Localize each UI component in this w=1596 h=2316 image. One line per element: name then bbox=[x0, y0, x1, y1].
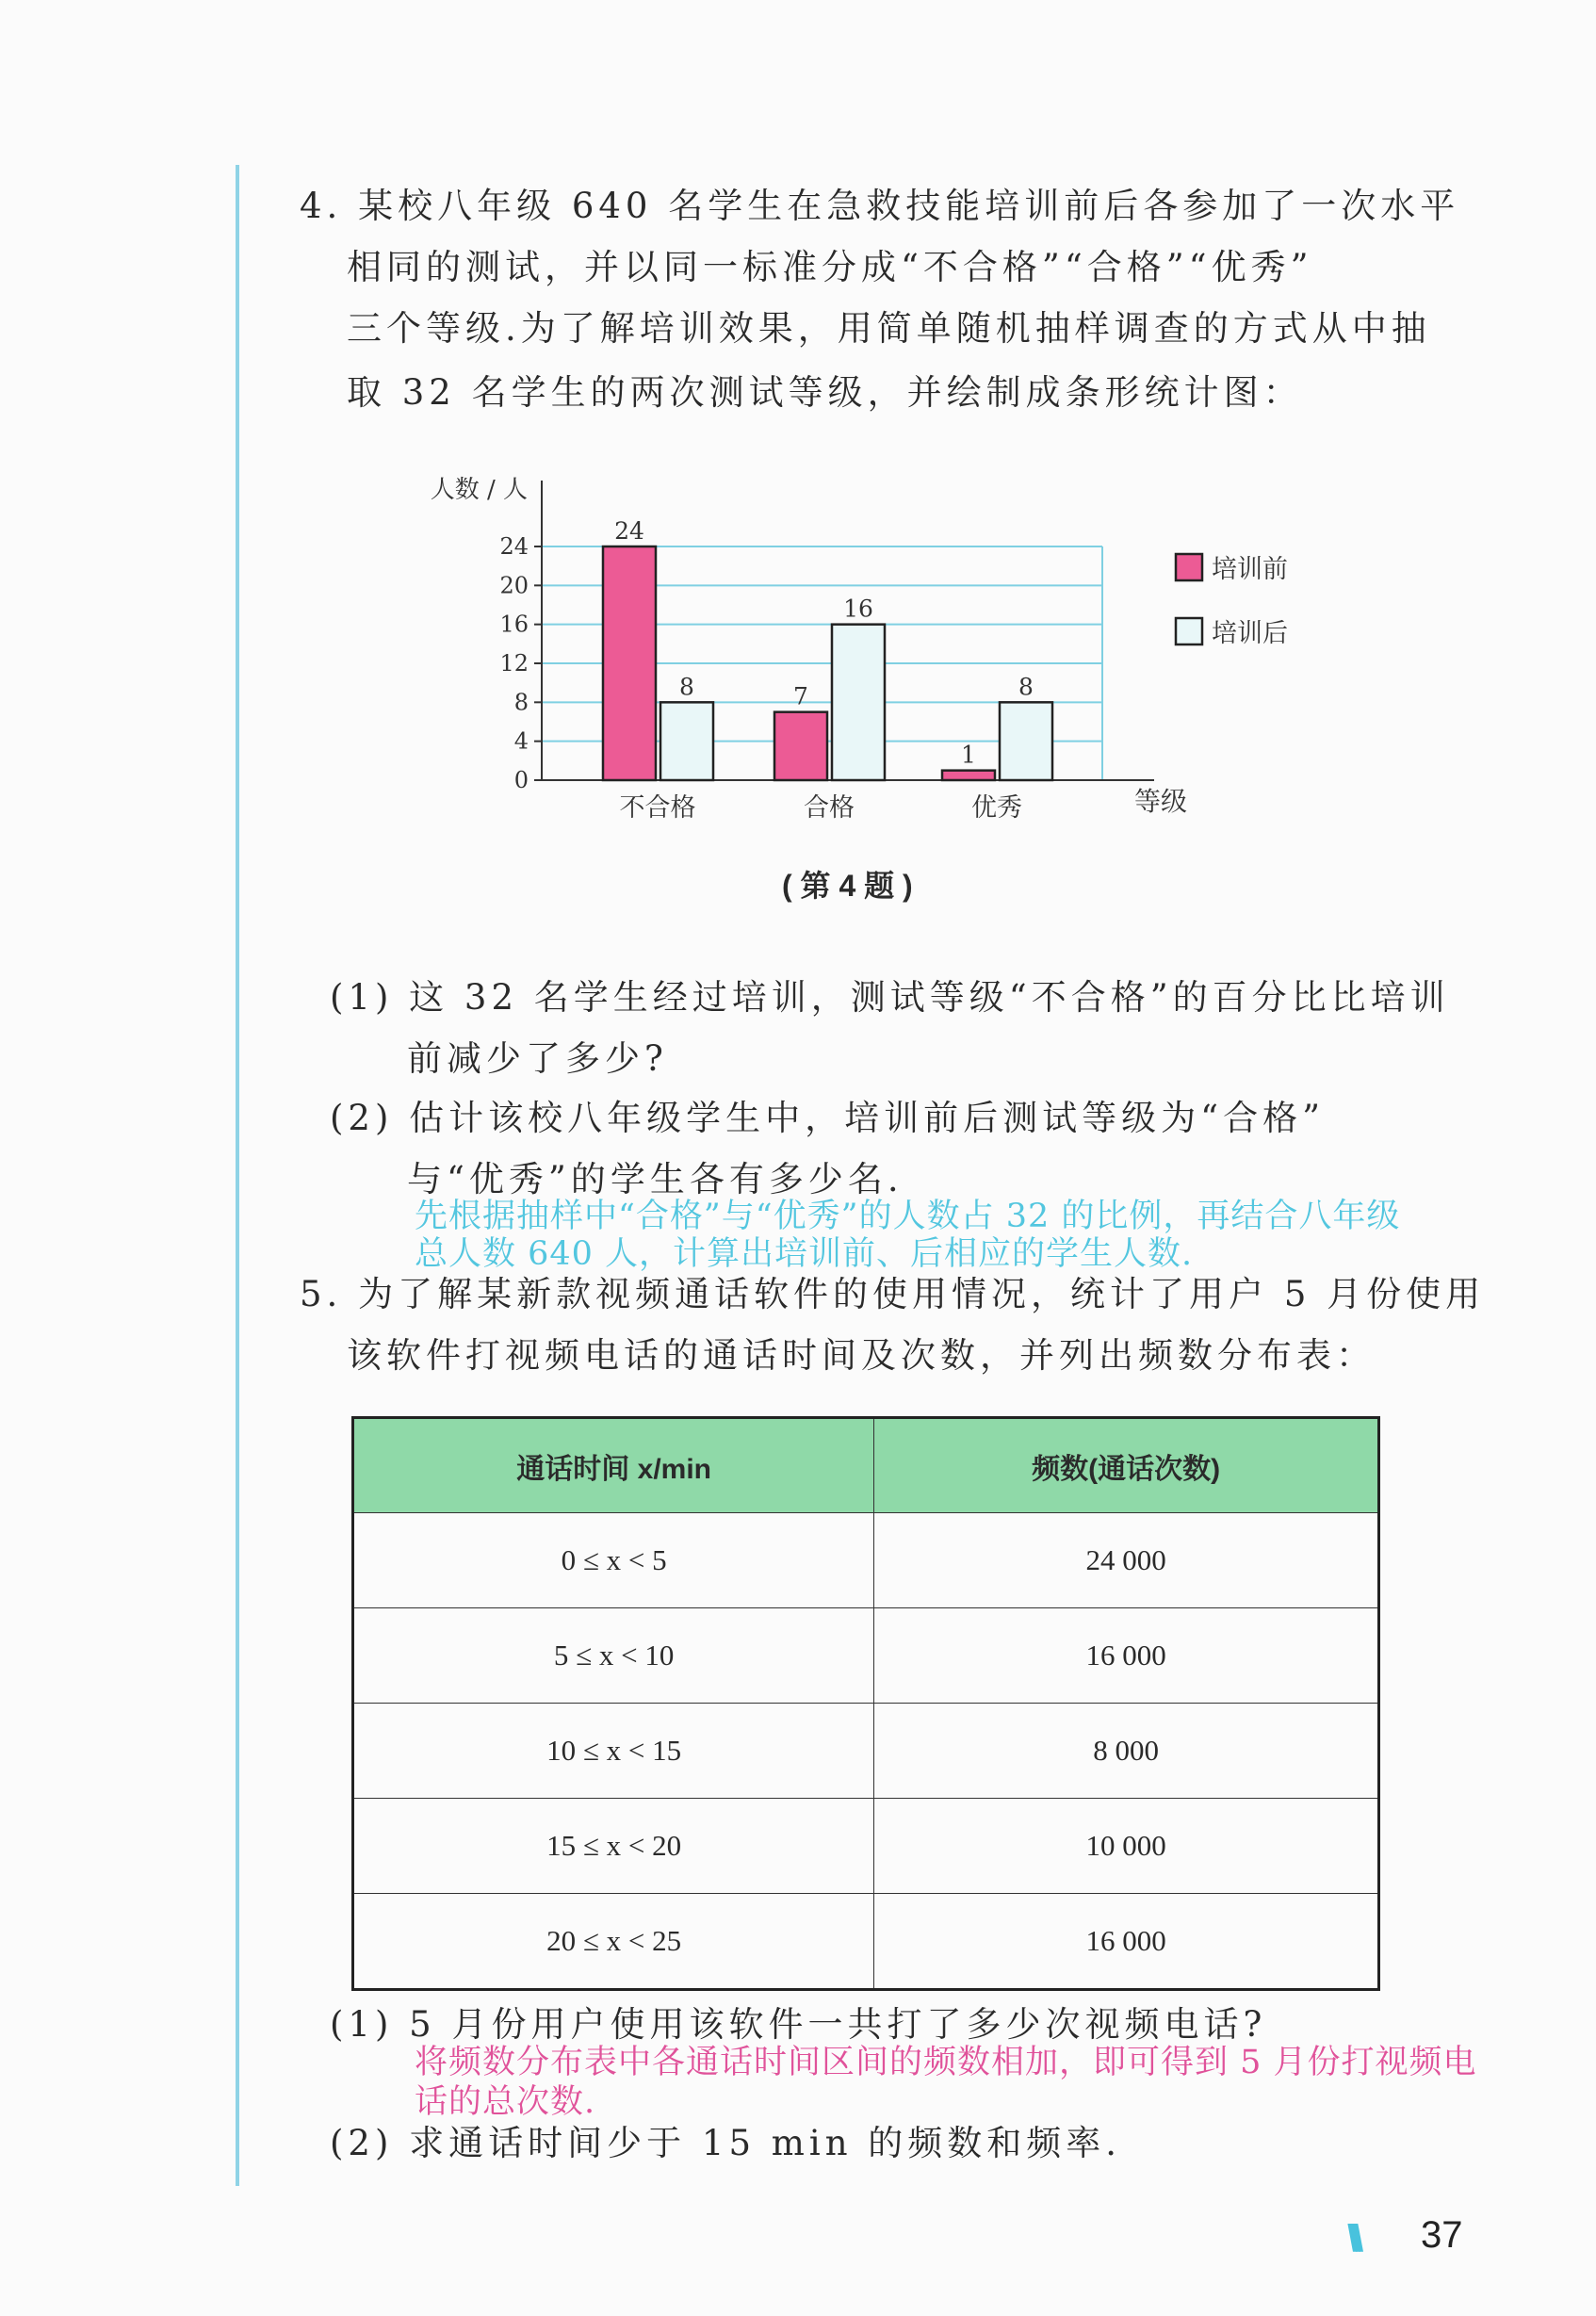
q4-text-line-3: 三个等级.为了解培训效果，用简单随机抽样调查的方式从中抽 bbox=[347, 308, 1431, 349]
q4-text-line-4: 取 32 名学生的两次测试等级，并绘制成条形统计图： bbox=[347, 372, 1303, 413]
cell-interval: 5 ≤ x < 10 bbox=[353, 1608, 874, 1704]
bar bbox=[1000, 702, 1052, 780]
y-tick-label: 16 bbox=[499, 611, 529, 638]
bar bbox=[660, 702, 713, 780]
q4-text-line-2: 相同的测试，并以同一标准分成“不合格”“合格”“优秀” bbox=[347, 247, 1313, 287]
bar bbox=[832, 625, 885, 780]
cell-frequency: 24 000 bbox=[874, 1513, 1379, 1608]
q5-text-line-1: 5. 为了解某新款视频通话软件的使用情况，统计了用户 5 月份使用 bbox=[300, 1274, 1486, 1314]
table-row bbox=[353, 1608, 1379, 1704]
q4-hint-line-2: 总人数 640 人，计算出培训前、后相应的学生人数. bbox=[415, 1235, 1194, 1273]
bar-chart bbox=[377, 452, 1288, 848]
y-tick-label: 8 bbox=[513, 689, 529, 716]
q4-sub1-line-1: (1) 这 32 名学生经过培训，测试等级“不合格”的百分比比培训 bbox=[330, 977, 1450, 1018]
table-row bbox=[353, 1799, 1379, 1894]
q5-text-line-2: 该软件打视频电话的通话时间及次数，并列出频数分布表： bbox=[347, 1335, 1376, 1376]
legend-swatch bbox=[1176, 554, 1202, 580]
cell-interval: 0 ≤ x < 5 bbox=[353, 1513, 874, 1608]
q5-hint-line-1: 将频数分布表中各通话时间区间的频数相加，即可得到 5 月份打视频电 bbox=[415, 2044, 1477, 2081]
table-row bbox=[353, 1704, 1379, 1799]
bar-value-label: 16 bbox=[843, 595, 873, 623]
table-row bbox=[353, 1894, 1379, 1990]
cell-interval: 20 ≤ x < 25 bbox=[353, 1894, 874, 1990]
bar-value-label: 24 bbox=[614, 517, 644, 545]
bar bbox=[942, 771, 995, 780]
q5-hint-line-2: 话的总次数. bbox=[415, 2083, 596, 2121]
bar-value-label: 1 bbox=[961, 741, 976, 769]
page-number: 37 bbox=[1421, 2214, 1463, 2256]
q4-sub2-line-1: (2) 估计该校八年级学生中，培训前后测试等级为“合格” bbox=[330, 1098, 1326, 1138]
q4-sub1-line-2: 前减少了多少? bbox=[407, 1038, 668, 1079]
q5-sub1: (1) 5 月份用户使用该软件一共打了多少次视频电话? bbox=[330, 2004, 1267, 2045]
cell-frequency: 10 000 bbox=[874, 1799, 1379, 1894]
page-decoration-mark: \\\ bbox=[1347, 2218, 1357, 2259]
bar-value-label: 8 bbox=[1018, 673, 1034, 701]
y-tick-label: 24 bbox=[499, 533, 529, 560]
bar bbox=[603, 546, 656, 780]
y-tick-label: 20 bbox=[499, 572, 529, 599]
y-tick-label: 0 bbox=[513, 767, 529, 793]
cell-interval: 10 ≤ x < 15 bbox=[353, 1704, 874, 1799]
frequency-table bbox=[351, 1416, 1380, 1991]
column-header-time: 通话时间 x/min bbox=[353, 1418, 874, 1513]
cell-frequency: 16 000 bbox=[874, 1608, 1379, 1704]
category-label: 不合格 bbox=[619, 793, 696, 823]
legend-swatch bbox=[1176, 618, 1202, 644]
q4-sub2-line-2: 与“优秀”的学生各有多少名. bbox=[407, 1159, 904, 1199]
category-label: 合格 bbox=[804, 793, 855, 823]
category-label: 优秀 bbox=[971, 793, 1022, 823]
q4-hint-line-1: 先根据抽样中“合格”与“优秀”的人数占 32 的比例，再结合八年级 bbox=[415, 1198, 1401, 1235]
y-axis-label: 人数 / 人 bbox=[430, 476, 528, 504]
legend-label: 培训后 bbox=[1212, 619, 1288, 648]
x-axis-label: 等级 bbox=[1133, 786, 1188, 817]
cell-frequency: 16 000 bbox=[874, 1894, 1379, 1990]
bar-value-label: 8 bbox=[679, 673, 694, 701]
bar-value-label: 7 bbox=[793, 682, 808, 710]
table-header-row bbox=[353, 1418, 1379, 1513]
legend-label: 培训前 bbox=[1212, 555, 1288, 584]
y-tick-label: 4 bbox=[513, 727, 529, 755]
chart-legend bbox=[1176, 554, 1288, 648]
q4-text-line-1: 4. 某校八年级 640 名学生在急救技能培训前后各参加了一次水平 bbox=[300, 186, 1460, 226]
bar bbox=[774, 712, 827, 780]
y-tick-label: 12 bbox=[499, 650, 529, 677]
q5-sub2: (2) 求通话时间少于 15 min 的频数和频率. bbox=[330, 2123, 1122, 2163]
cell-frequency: 8 000 bbox=[874, 1704, 1379, 1799]
column-header-frequency: 频数(通话次数) bbox=[874, 1418, 1379, 1513]
table-row bbox=[353, 1513, 1379, 1608]
margin-rule bbox=[236, 165, 239, 2186]
cell-interval: 15 ≤ x < 20 bbox=[353, 1799, 874, 1894]
figure-caption: ( 第 4 题 ) bbox=[782, 869, 913, 903]
